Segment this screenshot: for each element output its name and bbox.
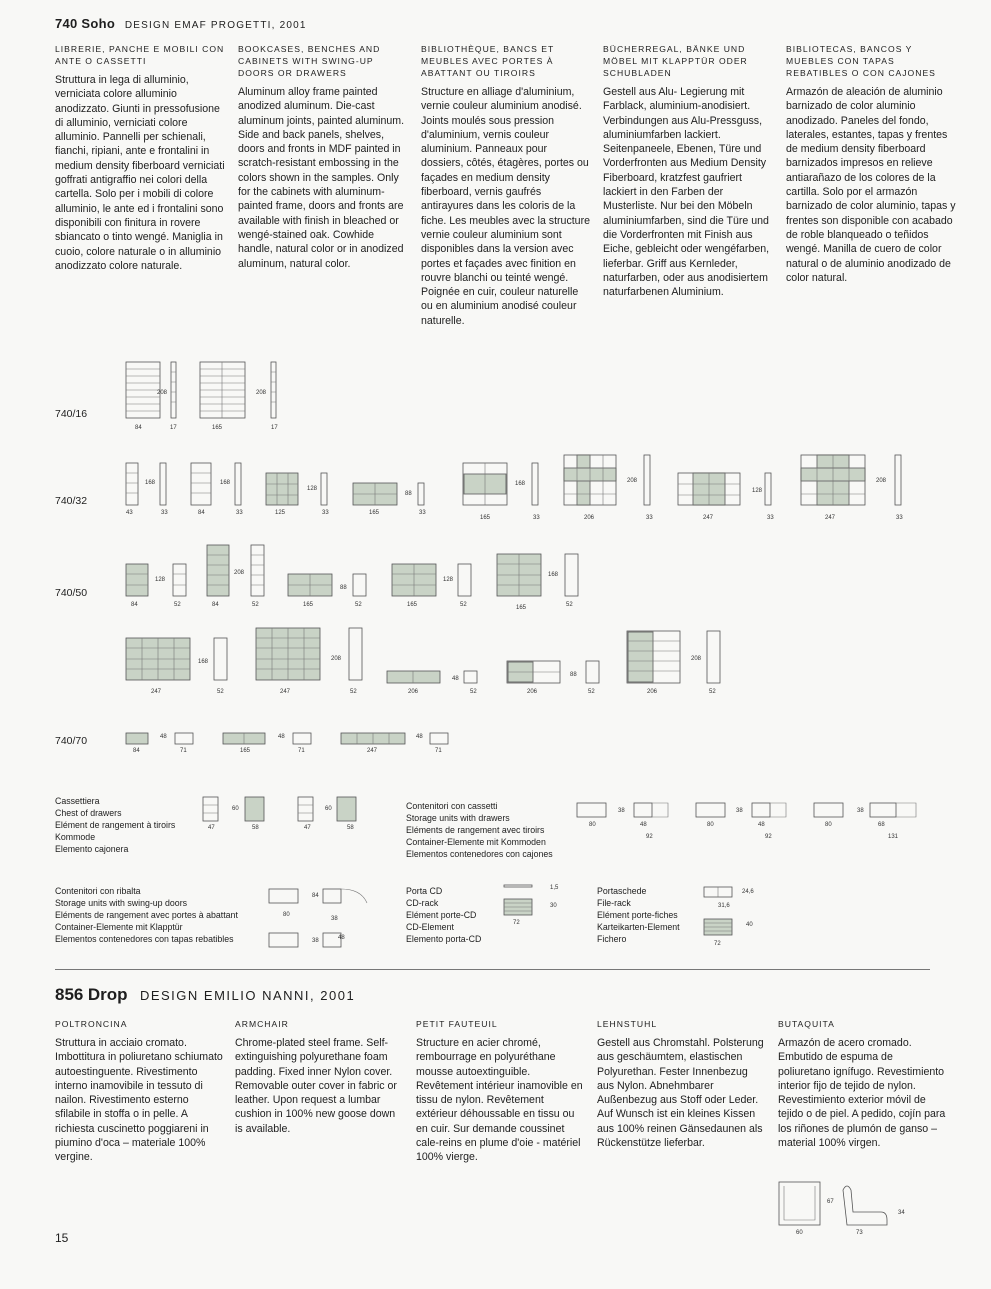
chest-caption	[55, 795, 175, 855]
dimension-label: 84	[135, 425, 142, 431]
dimension-label: 92	[765, 834, 772, 840]
section-740-name: Soho	[81, 16, 116, 31]
caption-line: Fichero	[597, 934, 627, 944]
dimension-label: 208	[331, 656, 342, 662]
caption-line: CD-Element	[406, 922, 454, 932]
drawing-cd	[504, 885, 532, 915]
dimension-label: 165	[240, 748, 251, 754]
dimension-label: 47	[304, 825, 311, 831]
caption-line: Porta CD	[406, 886, 443, 896]
dimension-label: 52	[470, 689, 477, 695]
dimension-label: 80	[825, 822, 832, 828]
dimension-label: 33	[322, 510, 329, 516]
series-label-740-16: 740/16	[55, 408, 88, 420]
dimension-label: 165	[516, 605, 527, 611]
dimension-label: 165	[480, 515, 491, 521]
caption-line: File-rack	[597, 898, 631, 908]
dimension-label: 247	[825, 515, 836, 521]
dimension-label: 48	[452, 676, 459, 682]
column-title: BOOKCASES, BENCHES AND CABINETS WITH SWING-UP DOORS OR DRAWERS	[238, 44, 381, 78]
column-text: Gestell aus Alu- Legierung mit Farblack, aluminium-anodisiert. Verbindungen aus Alu-Pressguss, aluminiumfarben lackiert. Seitenpaneele, Ebenen, Türe und Vorderfronten aus Medium Density Fiberboard, kratzfest gaufriert lackiert in den Farben der Musterliste. Nur bei den Möbeln aluminiumfarben, sind die Türe und die Vorderfronten mit Finish aus Eiche, gebleicht oder wengéfarben, lieferbar. Griff aus Kernleder, naturfarben, oder aus anodisiertem naturfarbenen Aluminium.	[603, 86, 770, 299]
drawing-file	[704, 887, 732, 935]
dimension-label: 168	[548, 572, 559, 578]
dimension-label: 168	[145, 480, 156, 486]
caption-line: Elementos contenedores con tapas rebatibles	[55, 934, 234, 944]
dimension-label: 84	[212, 602, 219, 608]
dimension-label: 71	[180, 748, 187, 754]
column-text: Struttura in lega di alluminio, verniciata colore alluminio anodizzato. Giunti in pressofusione di alluminio, verniciati colore alluminio. Pannelli per schienali, fianchi, ripiani, ante e frontalini in medium density fiberboard verniciati goffrati antigraffio nei colori della cartella. Solo per i mobili di colore alluminio, le ante ed i frontalini sono disponibili con finitura in rovere sbiancato o tinto wengé. Maniglia in cuoio, colore naturale o in alluminio anodizzato colore naturale.	[55, 74, 225, 272]
dimension-label: 40	[746, 922, 753, 928]
section-856-header	[55, 985, 355, 1005]
drawing-740-70	[126, 733, 448, 744]
dimension-label: 17	[271, 425, 278, 431]
dimension-label: 208	[256, 390, 267, 396]
dimension-label: 206	[584, 515, 595, 521]
dimension-label: 52	[460, 602, 467, 608]
dimension-label: 208	[876, 478, 887, 484]
dimension-label: 128	[752, 488, 763, 494]
dimension-label: 71	[298, 748, 305, 754]
dimension-label: 208	[234, 570, 245, 576]
drop-col-fr	[416, 1018, 586, 1165]
caption-line: Elemento porta-CD	[406, 934, 482, 944]
dimension-label: 165	[303, 602, 314, 608]
dimension-label: 24,6	[742, 889, 754, 895]
column-title: BUTAQUITA	[778, 1019, 835, 1029]
caption-line: Elément de rangement à tiroirs	[55, 820, 176, 830]
drawing-740-16	[126, 362, 276, 418]
dimension-label: 33	[533, 515, 540, 521]
storage-caption	[406, 800, 553, 860]
column-title: BIBLIOTECAS, BANCOS Y MUEBLES CON TAPAS REBATIBLES O CON CAJONES	[786, 44, 936, 78]
column-text: Chrome-plated steel frame. Self-extinguishing polyurethane foam padding. Fixed inner Nylon cover. Removable outer cover in fabric or leather. Upon request a lumbar cushion in 100% new goose down is available.	[235, 1037, 397, 1135]
dimension-label: 48	[416, 734, 423, 740]
dimension-label: 52	[217, 689, 224, 695]
caption-line: Container-Elemente mit Kommoden	[406, 837, 546, 847]
dimension-label: 52	[350, 689, 357, 695]
dimension-label: 72	[714, 941, 721, 947]
section-856-name: Drop	[87, 985, 128, 1004]
caption-line: CD-rack	[406, 898, 439, 908]
dimension-label: 48	[338, 935, 345, 941]
dimension-label: 206	[647, 689, 658, 695]
dimension-label: 52	[709, 689, 716, 695]
dimension-label: 88	[405, 491, 412, 497]
column-title: POLTRONCINA	[55, 1019, 128, 1029]
dimension-label: 60	[232, 806, 239, 812]
drawing-740-32	[126, 455, 901, 505]
dimension-label: 48	[160, 734, 167, 740]
dimension-label: 33	[161, 510, 168, 516]
dimension-label: 38	[331, 916, 338, 922]
drawing-740-50	[126, 545, 578, 596]
drawing-chest	[203, 797, 356, 821]
dimension-label: 88	[340, 585, 347, 591]
dimension-label: 73	[856, 1230, 863, 1236]
section-740-design: DESIGN EMAF PROGETTI, 2001	[124, 20, 307, 31]
caption-line: Elément porte-fiches	[597, 910, 678, 920]
dimension-label: 71	[435, 748, 442, 754]
dimension-label: 38	[857, 808, 864, 814]
caption-line: Elementos contenedores con cajones	[406, 849, 553, 859]
caption-line: Eléments de rangement avec tiroirs	[406, 825, 545, 835]
dimension-label: 168	[220, 480, 231, 486]
caption-line: Contenitori con ribalta	[55, 886, 141, 896]
dimension-label: 131	[888, 834, 899, 840]
file-caption	[597, 885, 680, 945]
dimension-label: 208	[627, 478, 638, 484]
dimension-label: 48	[640, 822, 647, 828]
dimension-label: 92	[646, 834, 653, 840]
dimension-label: 80	[589, 822, 596, 828]
dimension-label: 60	[796, 1230, 803, 1236]
drop-col-de	[597, 1018, 767, 1150]
dimension-label: 38	[736, 808, 743, 814]
dimension-label: 84	[198, 510, 205, 516]
dimension-label: 247	[151, 689, 162, 695]
page-number: 15	[55, 1231, 69, 1245]
column-text: Structure en alliage d'aluminium, vernie couleur aluminium anodisé. Joints moulés sous pression d'aluminium, vernis couleur aluminium. Panneaux pour dossiers, côtés, étagères, portes ou façades en medium density fiberboard, vernis gaufrés antirayures dans les coloris de la fiche. Les meubles avec la structure vernie couleur aluminium sont disponibles dans la version avec portes et façades avec finition en rouvre blanchi ou teinté wengé. Poignée en cuir, couleur naturelle ou en aluminium anodisé couleur naturelle.	[421, 86, 590, 327]
caption-line: Storage units with swing-up doors	[55, 898, 188, 908]
swing-caption	[55, 885, 238, 945]
column-title: LIBRERIE, PANCHE E MOBILI CON ANTE O CASSETTI	[55, 44, 225, 66]
caption-line: Elemento cajonera	[55, 844, 129, 854]
column-text: Armazón de acero cromado. Embutido de espuma de poliuretano ignífugo. Revestimiento interior fijo de tejido de nylon. Revestimiento exterior móvil de tejido o de piel. A pedido, cojín para los riñones de plumón de ganso – material 100% virgen.	[778, 1037, 946, 1150]
dimension-label: 168	[515, 481, 526, 487]
dimension-label: 1,5	[550, 885, 559, 891]
dimension-label: 247	[703, 515, 714, 521]
dimension-label: 34	[898, 1210, 905, 1216]
dimension-label: 84	[312, 893, 319, 899]
column-text: Struttura in acciaio cromato. Imbottitura in poliuretano schiumato autoestinguente. Rivestimento interno inamovibile in tessuto di nailon. Rivestimento esterno sfilabile in stoffa o in pelle. A richiesta cuscinetto poggiareni in piumino d'oca – materiale 100% vergine.	[55, 1037, 223, 1164]
dimension-label: 84	[133, 748, 140, 754]
section-856-number: 856	[55, 985, 84, 1004]
dimension-label: 38	[618, 808, 625, 814]
drop-col-en	[235, 1018, 405, 1136]
drawing-storage	[577, 803, 916, 817]
dimension-label: 52	[174, 602, 181, 608]
dimension-label: 128	[443, 577, 454, 583]
caption-line: Karteikarten-Element	[597, 922, 680, 932]
dimension-label: 38	[312, 938, 319, 944]
drop-col-it	[55, 1018, 225, 1165]
caption-line: Elément porte-CD	[406, 910, 477, 920]
series-label-740-50: 740/50	[55, 587, 88, 599]
dimension-label: 33	[646, 515, 653, 521]
dimension-label: 33	[236, 510, 243, 516]
section-divider	[55, 969, 930, 970]
series-label-740-32: 740/32	[55, 495, 88, 507]
series-label-740-70: 740/70	[55, 735, 88, 747]
caption-line: Portaschede	[597, 886, 647, 896]
dimension-label: 48	[278, 734, 285, 740]
caption-line: Eléments de rangement avec portes à abattant	[55, 910, 238, 920]
dimension-label: 33	[419, 510, 426, 516]
dimension-label: 68	[878, 822, 885, 828]
caption-line: Kommode	[55, 832, 96, 842]
dimension-label: 67	[827, 1199, 834, 1205]
drop-col-es	[778, 1018, 948, 1150]
dimension-label: 247	[367, 748, 378, 754]
dimension-label: 88	[570, 672, 577, 678]
column-title: BÜCHERREGAL, BÄNKE UND MÖBEL MIT KLAPPTÜR ODER SCHUBLADEN	[603, 44, 748, 78]
dimension-label: 165	[369, 510, 380, 516]
column-title: LEHNSTUHL	[597, 1019, 658, 1029]
dimension-label: 43	[126, 510, 133, 516]
cd-caption	[406, 885, 481, 945]
column-text: Structure en acier chromé, rembourrage en polyuréthane mousse autoextinguible. Revêtement intérieur inamovible en tissu de nylon. Revêtement extérieur déhoussable en tissu ou en cuir. Sur demande coussinet cale-reins en plume d'oie - matériel 100% vierge.	[416, 1037, 583, 1164]
dimension-label: 206	[527, 689, 538, 695]
section-856-design: DESIGN EMILIO NANNI, 2001	[139, 988, 356, 1003]
dimension-label: 128	[155, 577, 166, 583]
dimension-label: 58	[347, 825, 354, 831]
dimension-label: 208	[691, 656, 702, 662]
dimension-label: 208	[157, 390, 168, 396]
column-title: PETIT FAUTEUIL	[416, 1019, 498, 1029]
dimension-label: 247	[280, 689, 291, 695]
dimension-label: 206	[408, 689, 419, 695]
dimension-label: 47	[208, 825, 215, 831]
dimension-label: 80	[283, 912, 290, 918]
dimension-label: 52	[588, 689, 595, 695]
section-740-number: 740	[55, 16, 78, 31]
dimension-label: 52	[566, 602, 573, 608]
dimension-label: 33	[767, 515, 774, 521]
dimension-label: 84	[131, 602, 138, 608]
column-text: Armazón de aleación de aluminio barnizado de color aluminio anodizado. Paneles del fondo, laterales, estantes, tapas y frentes de medium density fiberboard barnizados impresos en relieve antiarañazo de los colores de la cartilla. Solo por el armazón barnizado de color aluminio, tapas y frentes son disponible con acabado de roble blanqueado o teñidos wengé. Manilla de cuero de color natural o de aluminio anodizado de color natural.	[786, 86, 956, 284]
dimension-label: 30	[550, 903, 557, 909]
dimension-label: 60	[325, 806, 332, 812]
dimension-label: 31,6	[718, 903, 730, 909]
column-title: BIBLIOTHÈQUE, BANCS ET MEUBLES AVEC PORTES À ABATTANT OU TIROIRS	[421, 44, 555, 78]
drawing-740-50b	[126, 628, 720, 683]
column-text: Aluminum alloy frame painted anodized aluminum. Die-cast aluminum joints, painted aluminum. Side and back panels, shelves, doors and fronts in MDF painted in scratch-resistant embossing in the colors shown in the samples. Only for the cabinets with aluminum-painted frame, doors and fronts are available with finish in bleached or wengé-stained oak. Cowhide handle, natural color or in anodized aluminum, natural color.	[238, 86, 405, 270]
dimension-label: 128	[307, 486, 318, 492]
dimension-label: 52	[252, 602, 259, 608]
caption-line: Storage units with drawers	[406, 813, 510, 823]
dimension-label: 58	[252, 825, 259, 831]
dimension-label: 72	[513, 920, 520, 926]
dimension-label: 17	[170, 425, 177, 431]
column-title: ARMCHAIR	[235, 1019, 289, 1029]
column-text: Gestell aus Chromstahl. Polsterung aus geschäumtem, elastischen Polyurethan. Fester Innenbezug aus Nylon. Abnehmbarer Außenbezug aus Stoff oder Leder. Auf Wunsch ist ein kleines Kissen aus 100% reinen Gänsedaunen als Rückenstütze lieferbar.	[597, 1037, 764, 1150]
dimension-label: 168	[198, 659, 209, 665]
caption-line: Contenitori con cassetti	[406, 801, 498, 811]
caption-line: Container-Elemente mit Klapptür	[55, 922, 183, 932]
dimension-label: 165	[212, 425, 223, 431]
dimension-label: 52	[355, 602, 362, 608]
dimension-label: 48	[758, 822, 765, 828]
dimension-label: 125	[275, 510, 286, 516]
dimension-label: 33	[896, 515, 903, 521]
dimension-label: 80	[707, 822, 714, 828]
caption-line: Chest of drawers	[55, 808, 122, 818]
dimension-label: 165	[407, 602, 418, 608]
caption-line: Cassettiera	[55, 796, 100, 806]
